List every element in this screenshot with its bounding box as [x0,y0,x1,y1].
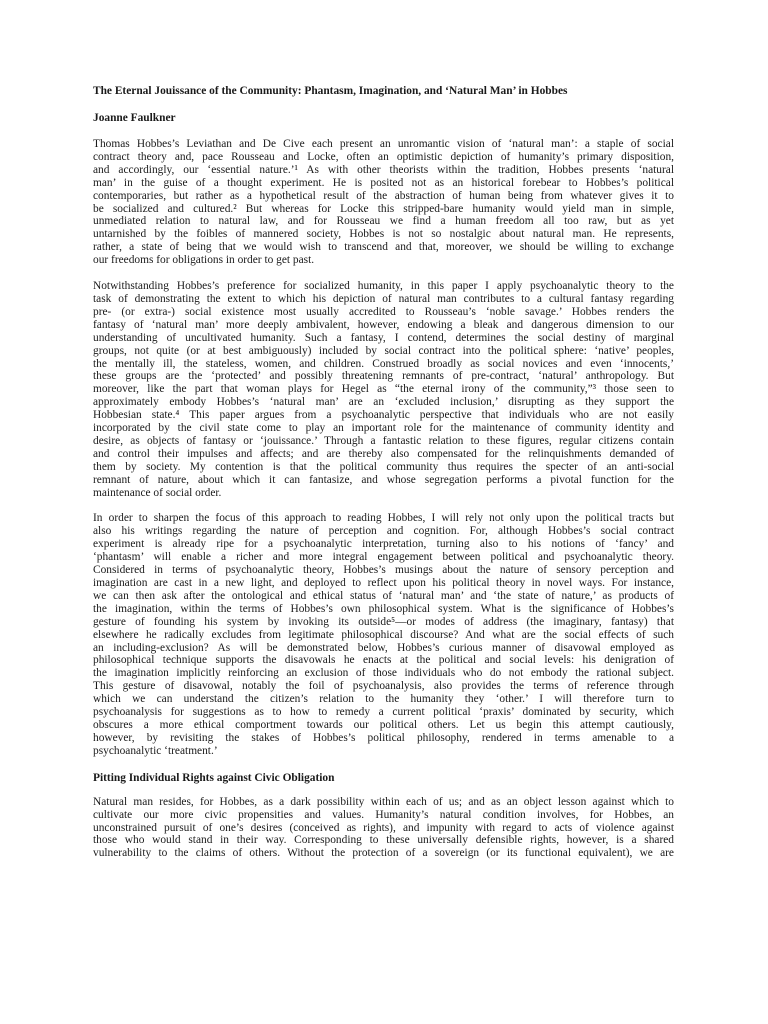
text-line: however, by revisiting the stakes of Hobbes’s political philosophy, rendered in terms amenable to a [93,731,674,744]
text-line: Thomas Hobbes’s Leviathan and De Cive each present an unromantic vision of ‘natural man’: a staple of social [93,138,674,150]
text-line: an including-exclusion? As will be demonstrated below, Hobbes’s curious manner of disavowal employed as [93,641,674,654]
text-line: remnant of nature, about which it can fantasize, and whose segregation performs a pivotal function for the [93,473,674,486]
text-line: unconstrained pursuit of one’s desires (conceived as rights), and impunity with regard to acts of violence against [93,821,674,834]
text-line: maintenance of social order. [93,486,222,499]
text-line: contract theory and, pace Rousseau and Locke, often an optimistic depiction of humanity’s primary disposition, [93,150,674,163]
text-line: approximately embody Hobbes’s ‘natural man’ are an ‘excluded inclusion,’ disrupting as they support the [93,396,674,409]
text-line: Notwithstanding Hobbes’s preference for socialized humanity, in this paper I apply psychoanalytic theory to the [93,280,674,293]
text-line: task of demonstrating the extent to which his depiction of natural man contributes to a cultural fantasy regarding [93,292,674,305]
paragraph-2 [93,280,674,499]
paragraph-3 [93,512,674,757]
text-line: vulnerability to the claims of others. Without the protection of a sovereign (or its functional equivalent), we are [93,847,674,860]
text-line: cultivate our more civic propensities and values. Humanity’s natural condition involves, for Hobbes, an [93,808,674,821]
text-line: the imagination, within the terms of Hobbes’s own philosophical system. What is the significance of Hobbes’s [93,602,674,615]
text-line: which we can understand the citizen’s relation to the humanity they ‘other.’ I will therefore turn to [93,693,674,706]
text-line: obscures a more ethical comportment towards our political others. Let us begin this attempt cautiously, [93,718,674,731]
text-line: the imagination implicitly reinforcing an exclusion of those individuals who do not embody the rational subject. [93,667,674,680]
text-line: and control their impulses and affects; and are thereby also compensated for the relinquishments demanded of [93,447,674,460]
text-line: imagination are cast in a new light, and deployed to reflect upon his political theory in novel ways. For instance, [93,577,674,589]
text-line: experiment is already ripe for a psychoanalytic interpretation, turning also to his notions of ‘fancy’ and [93,538,674,551]
text-line: man’ in the guise of a thought experiment. He is posited not as an historical forebear to Hobbes’s political [93,176,674,189]
text-line: these groups are the ‘protected’ and possibly threatening remnants of pre-contract, ‘natural’ anthropology. But [93,370,674,383]
text-line: This gesture of disavowal, notably the foil of psychoanalysis, also provides the terms of reference through [93,680,674,693]
text-line: desire, as objects of fantasy or ‘jouissance.’ Through a fantastic relation to these figures, regular citizens contain [93,434,674,447]
text-line: psychoanalysis for suggestions as to how to remedy a current political ‘praxis’ dominated by security, which [93,706,674,719]
text-line: moreover, like the part that woman plays for Hegel as “the eternal irony of the community,”³ those seen to [93,383,674,396]
text-line: our freedoms for obligations in order to get past. [93,254,315,267]
text-line: those who would stand in their way. Corresponding to these universally defensible rights, however, is a shared [93,834,674,847]
text-line: be socialized and cultured.² But whereas for Locke this stripped-bare humanity would yield man in simple, [93,202,674,215]
text-line: untarnished by the foibles of mannered society, Hobbes is not so nostalgic about natural man. He represents, [93,228,674,241]
author-name: Joanne Faulkner [93,112,176,124]
text-line: also his writings regarding the nature of perception and cognition. For, although Hobbes’s social contract [93,525,674,538]
text-line: incorporated by the civil state come to play an important role for the maintenance of community identity and [93,422,674,435]
text-line: ‘phantasm’ will enable a richer and more integral engagement between political and psychoanalytic theory. [93,551,674,564]
text-line: In order to sharpen the focus of this approach to reading Hobbes, I will rely not only upon the political tracts but [93,512,674,525]
text-line: and accordingly, our ‘essential nature.’¹ As with other theorists within the tradition, Hobbes presents ‘natural [93,163,674,176]
text-line: pre- (or extra-) social existence most usually accredited to Rousseau’s ‘noble savage.’ Hobbes renders the [93,305,674,318]
text-line: we can then ask after the ontological and ethical status of ‘natural man’ and ‘the state of nature,’ as products of [93,589,674,602]
text-line: philosophical technique supports the disavowals he enacts at the political and social levels: his denigration of [93,654,674,667]
text-line: rather, a state of being that we would wish to transcend and that, moreover, we should be willing to exchange [93,241,674,254]
document-page [93,84,674,873]
section-heading: Pitting Individual Rights against Civic Obligation [93,771,335,784]
paragraph-4 [93,796,674,861]
text-line: contemporaries, but rather as a hypothetical result of the abstraction of human being from whatever gives it to [93,189,674,202]
paper-title: The Eternal Jouissance of the Community: Phantasm, Imagination, and ‘Natural Man’ in Hobbes [93,85,568,97]
text-line: elsewhere he radically excludes from legitimate philosophical discourse? And what are the social effects of such [93,628,674,641]
text-line: Hobbesian state.⁴ This paper argues from a psychoanalytic perspective that individuals who are not easily [93,409,674,422]
text-line: fantasy of ‘natural man’ more deeply ambivalent, however, endowing a bleak and dangerous dimension to our [93,318,674,331]
text-line: groups, not quite (or at best ambiguously) included by social contract into the political sphere: ‘native’ peoples, [93,344,674,357]
text-line: them by society. My contention is that the political community thus requires the specter of an anti-social [93,460,674,473]
text-line: unmediated relation to natural law, and for Rousseau we find a human freedom all too raw, but as yet [93,215,674,228]
text-line: gesture of founding his system by invoking its outside⁵—or modes of address (the imaginary, fantasy) that [93,615,674,628]
text-line: Natural man resides, for Hobbes, as a dark possibility within each of us; and as an object lesson against which to [93,795,674,808]
text-line: Considered in terms of psychoanalytic theory, Hobbes’s musings about the nature of sensory perception and [93,564,674,577]
paragraph-1 [93,138,674,267]
text-line: the mentally ill, the stateless, women, and children. Construed broadly as social novices and even ‘innocents,’ [93,357,674,370]
text-line: understanding of uncultivated humanity. Such a fantasy, I contend, determines the social destiny of marginal [93,331,674,344]
text-line: psychoanalytic ‘treatment.’ [93,744,218,757]
